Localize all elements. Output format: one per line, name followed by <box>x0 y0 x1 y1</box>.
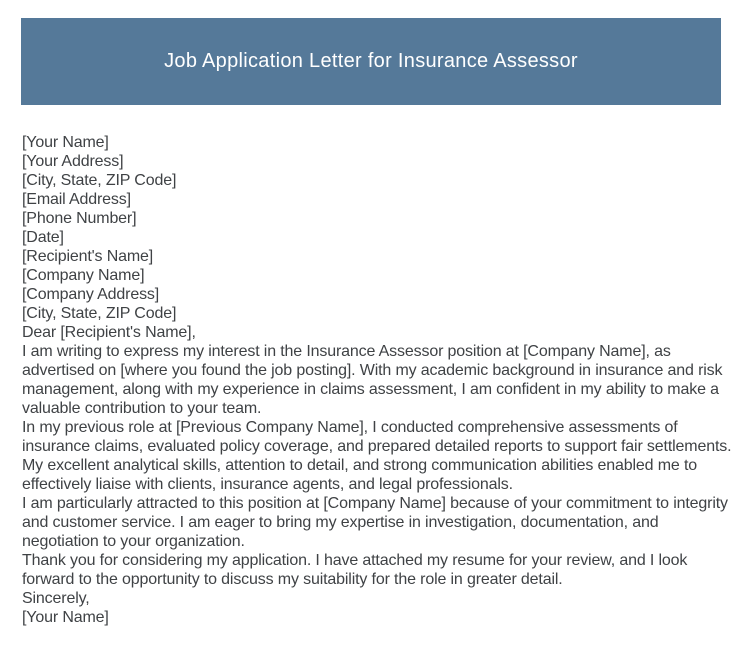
recipient-city-state-zip: [City, State, ZIP Code] <box>22 305 177 322</box>
letter-body <box>22 133 732 627</box>
recipient-company-address: [Company Address] <box>22 286 160 303</box>
sender-address: [Your Address] <box>22 153 124 170</box>
page-title: Job Application Letter for Insurance Assessor <box>164 50 578 72</box>
paragraph-thanks: Thank you for considering my application. I have attached my resume for your review, and I look forward to the opportunity to discuss my suitability for the role in greater detail. <box>22 552 688 588</box>
paragraph-introduction: I am writing to express my interest in the Insurance Assessor position at [Company Name], as advertised on [where you found the job posting]. With my academic background in insurance and risk management, along with my experience in claims assessment, I am confident in my ability to make a valuable contribution to your team. <box>22 343 723 417</box>
signature: [Your Name] <box>22 609 109 626</box>
recipient-name: [Recipient's Name] <box>22 248 154 265</box>
sender-city-state-zip: [City, State, ZIP Code] <box>22 172 177 189</box>
salutation: Dear [Recipient's Name], <box>22 324 196 341</box>
title-banner <box>21 18 721 105</box>
closing: Sincerely, <box>22 590 90 607</box>
sender-name: [Your Name] <box>22 134 109 151</box>
letter-date: [Date] <box>22 229 64 246</box>
sender-email: [Email Address] <box>22 191 131 208</box>
paragraph-motivation: I am particularly attracted to this position at [Company Name] because of your commitment to integrity and customer service. I am eager to bring my expertise in investigation, documentation, and negotiation to your organization. <box>22 495 728 550</box>
sender-phone: [Phone Number] <box>22 210 137 227</box>
paragraph-experience: In my previous role at [Previous Company Name], I conducted comprehensive assessments of insurance claims, evaluated policy coverage, and prepared detailed reports to support fair settlements. My excellent analytical skills, attention to detail, and strong communication abilities enabled me to effectively liaise with clients, insurance agents, and legal professionals. <box>22 419 732 493</box>
recipient-company-name: [Company Name] <box>22 267 145 284</box>
